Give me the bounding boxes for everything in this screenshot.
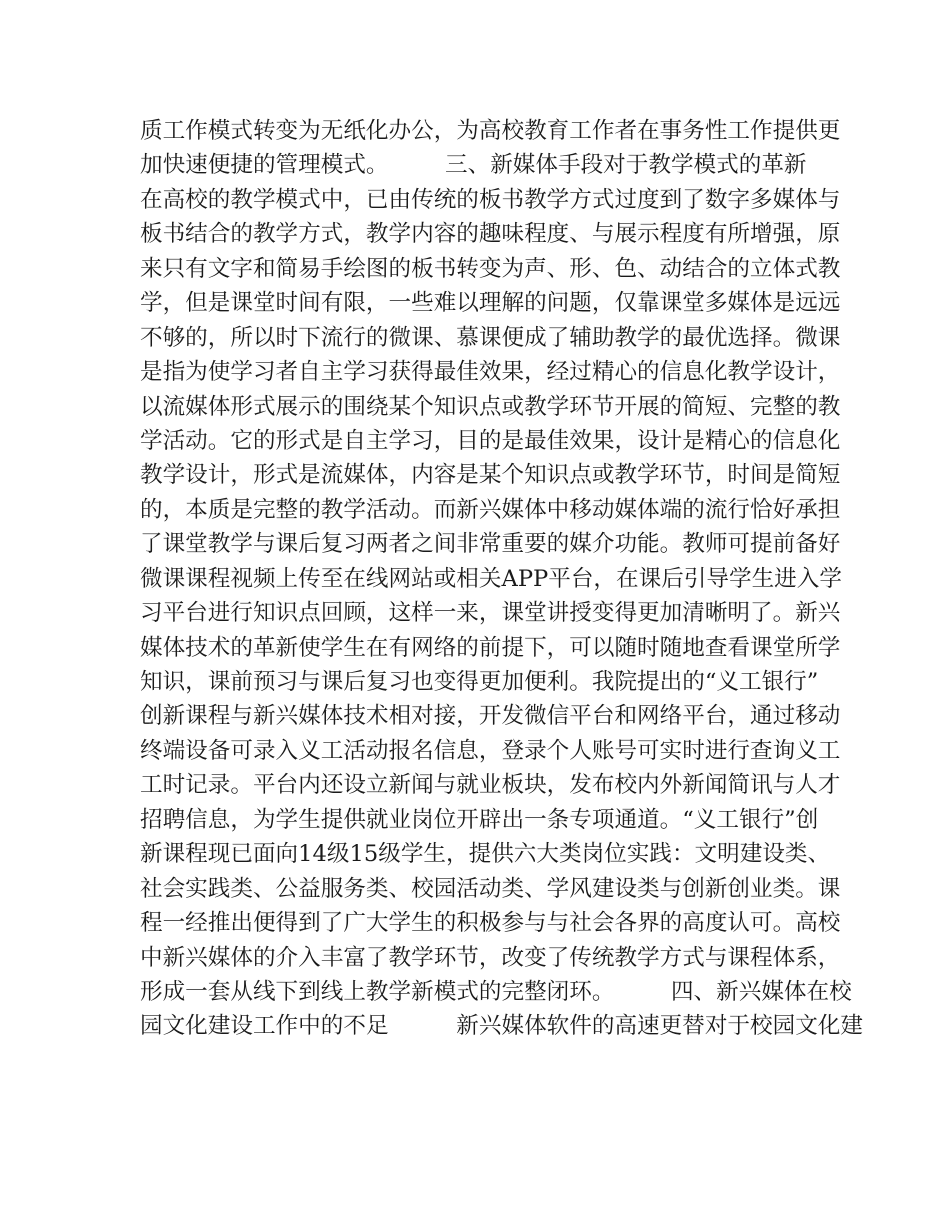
text-line: 招聘信息，为学生提供就业岗位开辟出一条专项通道。“义工银行”创 bbox=[140, 806, 819, 833]
text-line: 新课程现已面向14级15级学生，提供六大类岗位实践：文明建设类、 bbox=[140, 841, 831, 868]
text-line: 在高校的教学模式中，已由传统的板书教学方式过度到了数字多媒体与 bbox=[140, 186, 841, 213]
text-line: 的，本质是完整的教学活动。而新兴媒体中移动媒体端的流行恰好承担 bbox=[140, 496, 841, 523]
text-line: 学，但是课堂时间有限，一些难以理解的问题，仅靠课堂多媒体是远远 bbox=[140, 290, 841, 317]
text-line: 媒体技术的革新使学生在有网络的前提下，可以随时随地查看课堂所学 bbox=[140, 634, 841, 661]
text-line: 创新课程与新兴媒体技术相对接，开发微信平台和网络平台，通过移动 bbox=[140, 703, 841, 730]
text-line: 微课课程视频上传至在线网站或相关APP平台，在课后引导学生进入学 bbox=[140, 565, 842, 592]
text-line: 来只有文字和简易手绘图的板书转变为声、形、色、动结合的立体式教 bbox=[140, 255, 841, 282]
text-line: 知识，课前预习与课后复习也变得更加便利。我院提出的“义工银行” bbox=[140, 669, 819, 695]
text-line: 园文化建设工作中的不足 新兴媒体软件的高速更替对于校园文化建 bbox=[140, 1013, 863, 1040]
body-paragraph bbox=[140, 114, 863, 1044]
text-line: 教学设计，形式是流媒体，内容是某个知识点或教学环节，时间是简短 bbox=[140, 462, 841, 489]
text-line: 质工作模式转变为无纸化办公，为高校教育工作者在事务性工作提供更 bbox=[140, 118, 841, 144]
text-line: 以流媒体形式展示的围绕某个知识点或教学环节开展的简短、完整的教 bbox=[140, 393, 841, 420]
text-line: 板书结合的教学方式，教学内容的趣味程度、与展示程度有所增强，原 bbox=[140, 221, 841, 248]
text-line: 终端设备可录入义工活动报名信息，登录个人账号可实时进行查询义工 bbox=[140, 737, 841, 764]
text-line: 学活动。它的形式是自主学习，目的是最佳效果，设计是精心的信息化 bbox=[140, 427, 841, 454]
text-line: 加快速便捷的管理模式。 三、新媒体手段对于教学模式的革新 bbox=[140, 152, 807, 179]
text-line: 了课堂教学与课后复习两者之间非常重要的媒介功能。教师可提前备好 bbox=[140, 531, 841, 558]
text-line: 中新兴媒体的介入丰富了教学环节，改变了传统教学方式与课程体系， bbox=[140, 944, 841, 971]
text-line: 工时记录。平台内还设立新闻与就业板块，发布校内外新闻简讯与人才 bbox=[140, 772, 841, 799]
text-line: 不够的，所以时下流行的微课、慕课便成了辅助教学的最优选择。微课 bbox=[140, 324, 841, 351]
text-line: 社会实践类、公益服务类、校园活动类、学风建设类与创新创业类。课 bbox=[140, 875, 841, 902]
text-line: 是指为使学习者自主学习获得最佳效果，经过精心的信息化教学设计， bbox=[140, 359, 841, 386]
text-line: 习平台进行知识点回顾，这样一来，课堂讲授变得更加清晰明了。新兴 bbox=[140, 600, 841, 627]
text-line: 形成一套从线下到线上教学新模式的完整闭环。 四、新兴媒体在校 bbox=[140, 978, 852, 1005]
text-line: 程一经推出便得到了广大学生的积极参与与社会各界的高度认可。高校 bbox=[140, 910, 841, 937]
